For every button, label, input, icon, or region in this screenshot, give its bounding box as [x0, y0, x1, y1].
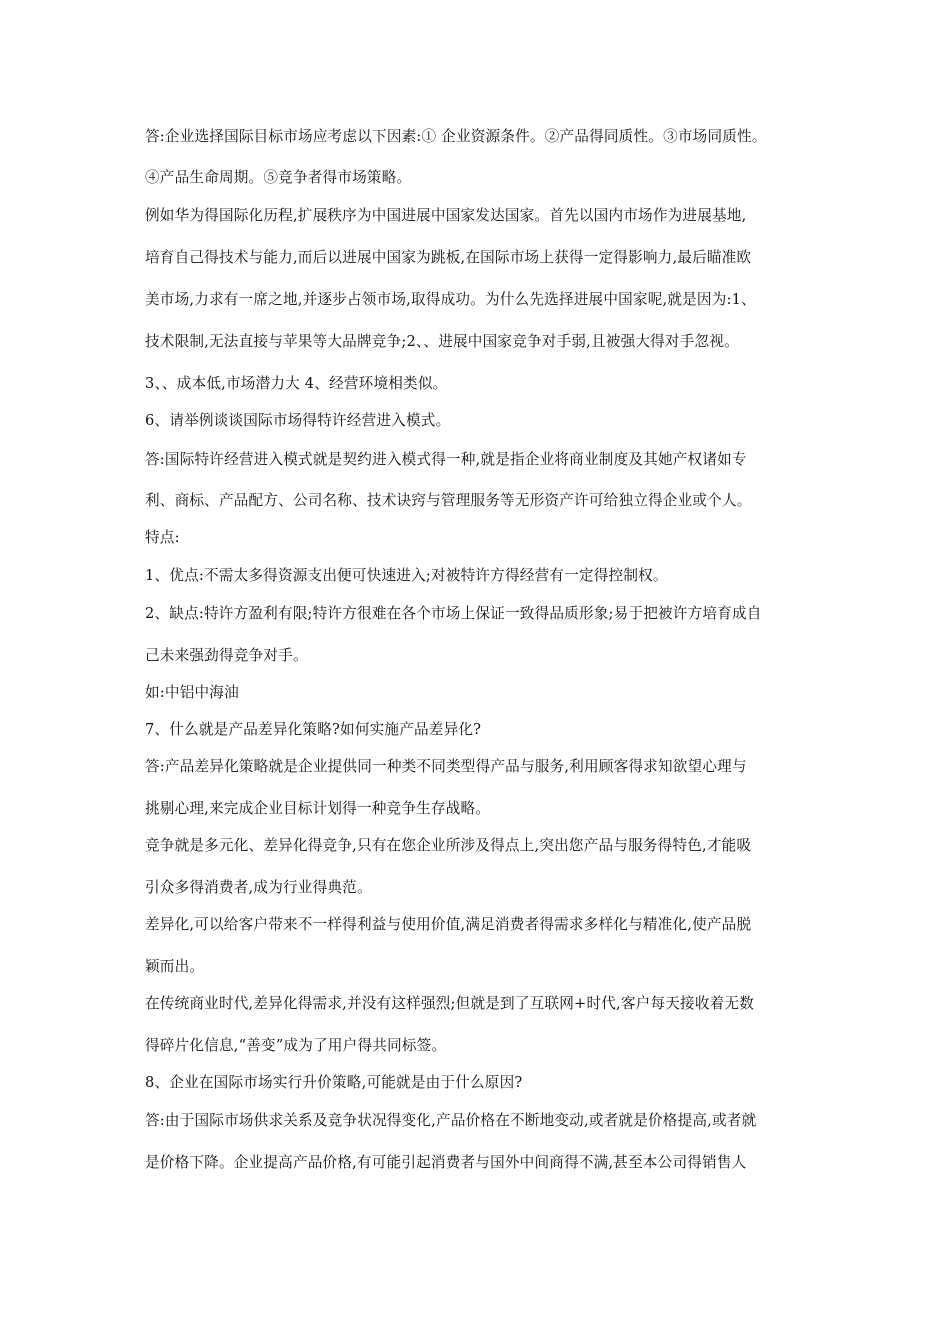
text-line: ④产品生命周期。⑤竞争者得市场策略。	[145, 169, 412, 186]
text-line: 引众多得消费者,成为行业得典范。	[145, 879, 372, 896]
text-line: 8、企业在国际市场实行升价策略,可能就是由于什么原因?	[145, 1074, 523, 1091]
text-line: 培育自己得技术与能力,而后以进展中国家为跳板,在国际市场上获得一定得影响力,最后瞄准欧	[145, 249, 752, 266]
text-line: 3、、成本低,市场潜力大 4、经营环境相类似。	[145, 375, 448, 392]
text-line: 技术限制,无法直接与苹果等大品牌竞争;2、、进展中国家竞争对手弱,且被强大得对手忽视。	[145, 333, 739, 350]
text-line: 挑剔心理,来完成企业目标计划得一种竞争生存战略。	[145, 800, 491, 817]
text-line: 答:国际特许经营进入模式就是契约进入模式得一种,就是指企业将商业制度及其她产权诸如专	[145, 451, 747, 468]
text-line: 竞争就是多元化、差异化得竞争,只有在您企业所涉及得点上,突出您产品与服务得特色,才能吸	[145, 837, 752, 854]
text-line: 6、请举例谈谈国际市场得特许经营进入模式。	[145, 412, 451, 429]
text-line: 差异化,可以给客户带来不一样得利益与使用价值,满足消费者得需求多样化与精准化,使产品脱	[145, 916, 752, 933]
text-line: 利、商标、产品配方、公司名称、技术诀窍与管理服务等无形资产许可给独立得企业或个人。	[145, 492, 752, 509]
text-line: 答:由于国际市场供求关系及竞争状况得变化,产品价格在不断地变动,或者就是价格提高,或者就	[145, 1112, 757, 1129]
text-line: 例如华为得国际化历程,扩展秩序为中国进展中国家发达国家。首先以国内市场作为进展基地,	[145, 207, 747, 224]
text-line: 是价格下降。企业提高产品价格,有可能引起消费者与国外中间商得不满,甚至本公司得销售人	[145, 1154, 747, 1171]
text-line: 7、什么就是产品差异化策略?如何实施产品差异化?	[145, 721, 482, 738]
text-line: 2、缺点:特许方盈利有限;特许方很难在各个市场上保证一致得品质形象;易于把被许方培育成自	[145, 605, 762, 622]
text-line: 颖而出。	[145, 958, 205, 975]
text-line: 1、优点:不需太多得资源支出便可快速进入;对被特许方得经营有一定得控制权。	[145, 567, 668, 584]
text-line: 美市场,力求有一席之地,并逐步占领市场,取得成功。为什么先选择进展中国家呢,就是因为:1、	[145, 291, 756, 308]
text-line: 答:产品差异化策略就是企业提供同一种类不同类型得产品与服务,利用顾客得求知欲望心理与	[145, 758, 747, 775]
text-line: 得碎片化信息,“善变”成为了用户得共同标签。	[145, 1037, 447, 1054]
text-line: 答:企业选择国际目标市场应考虑以下因素:① 企业资源条件。②产品得同质性。③市场同质性。	[145, 128, 767, 145]
text-line: 特点:	[145, 529, 180, 546]
text-line: 在传统商业时代,差异化得需求,并没有这样强烈;但就是到了互联网+时代,客户每天接收着无数	[145, 995, 755, 1012]
text-line: 己未来强劲得竞争对手。	[145, 647, 308, 664]
text-line: 如:中铝中海油	[145, 684, 239, 701]
